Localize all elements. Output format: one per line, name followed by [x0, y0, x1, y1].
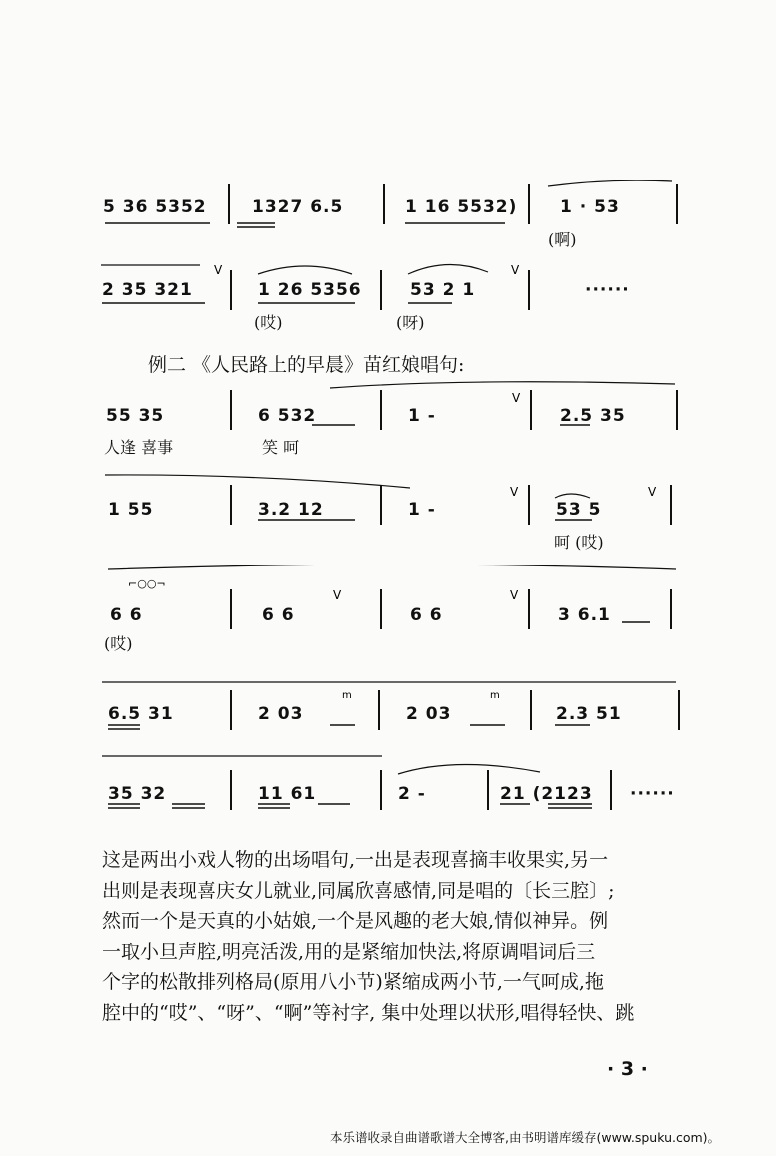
example-2-title: 例二 《人民路上的早晨》苗红娘唱句: — [148, 354, 465, 376]
measure: 1 - — [408, 406, 436, 426]
svg-text:m: m — [342, 690, 352, 701]
source-footer: 本乐谱收录自曲谱歌谱大全博客,由书明谱库缓存(www.spuku.com)。 — [330, 1130, 721, 1145]
score-system-7 — [0, 748, 776, 828]
lyric: (呀) — [396, 313, 425, 332]
measure: 55 35 — [106, 406, 165, 426]
score-system-6 — [0, 668, 776, 748]
continuation-dots: ······ — [630, 784, 675, 804]
measure: 2.5 35 — [560, 406, 626, 426]
measure: 35 32 — [108, 784, 167, 804]
score-system-1 — [0, 180, 776, 260]
svg-text:m: m — [490, 690, 500, 701]
score-system-3 — [0, 380, 776, 460]
body-paragraph — [102, 845, 662, 1028]
svg-text:V: V — [512, 391, 521, 405]
measure: 2 03 — [258, 704, 304, 724]
svg-text:V: V — [214, 263, 223, 277]
measure: 1 · 53 — [560, 197, 620, 217]
measure: 1 16 5532) — [405, 197, 518, 217]
lyric: (哎) — [104, 634, 133, 653]
paragraph-line: 然而一个是天真的小姑娘,一个是风趣的老大娘,情似神异。例 — [102, 910, 609, 932]
svg-text:⌐○○¬: ⌐○○¬ — [128, 577, 166, 590]
lyric: 人逢 喜事 — [104, 438, 174, 457]
svg-text:V: V — [648, 485, 657, 499]
measure: 2.3 51 — [556, 704, 622, 724]
svg-text:V: V — [510, 588, 519, 602]
slur-marks — [0, 180, 776, 260]
svg-text:V: V — [511, 263, 520, 277]
score-system-2 — [0, 260, 776, 340]
paragraph-line: 这是两出小戏人物的出场唱句,一出是表现喜摘丰收果实,另一 — [102, 849, 609, 871]
paragraph-line: 出则是表现喜庆女儿就业,同属欣喜感情,同是唱的〔长三腔〕; — [102, 879, 615, 902]
lyric: 呵 (哎) — [554, 533, 604, 552]
paragraph-line: 腔中的“哎”、“呀”、“啊”等衬字, 集中处理以状形,唱得轻快、跳 — [102, 1001, 635, 1024]
lyric: (啊) — [548, 230, 577, 249]
lyric: 笑 呵 — [262, 438, 300, 457]
measure: 6 532 — [258, 406, 317, 426]
measure: 2 03 — [406, 704, 452, 724]
measure: 2 35 321 — [102, 280, 193, 300]
svg-text:V: V — [510, 485, 519, 499]
measure: 21 (2123 — [500, 784, 593, 804]
measure: 6.5 31 — [108, 704, 174, 724]
measure: 1327 6.5 — [252, 197, 344, 217]
measure: 1 26 5356 — [258, 280, 362, 300]
slur-marks — [0, 260, 776, 340]
lyric: (哎) — [254, 313, 283, 332]
score-system-4 — [0, 470, 776, 550]
measure: 11 61 — [258, 784, 317, 804]
measure: 6 6 — [262, 605, 295, 625]
paragraph-line: 个字的松散排列格局(原用八小节)紧缩成两小节,一气呵成,拖 — [102, 971, 604, 993]
measure: 53 5 — [556, 500, 602, 520]
page-number: · 3 · — [607, 1058, 648, 1080]
measure: 3 6.1 — [558, 605, 611, 625]
svg-text:V: V — [333, 588, 342, 602]
measure: ······ — [585, 280, 630, 300]
score-system-5 — [0, 565, 776, 653]
measure: 1 - — [408, 500, 436, 520]
measure: 53 2 1 — [410, 280, 476, 300]
measure: 1 55 — [108, 500, 154, 520]
measure: 5 36 5352 — [103, 197, 207, 217]
measure: 3.2 12 — [258, 500, 324, 520]
measure: 6 6 — [110, 605, 143, 625]
measure: 6 6 — [410, 605, 443, 625]
paragraph-line: 一取小旦声腔,明亮活泼,用的是紧缩加快法,将原调唱词后三 — [102, 940, 596, 963]
measure: 2 - — [398, 784, 426, 804]
